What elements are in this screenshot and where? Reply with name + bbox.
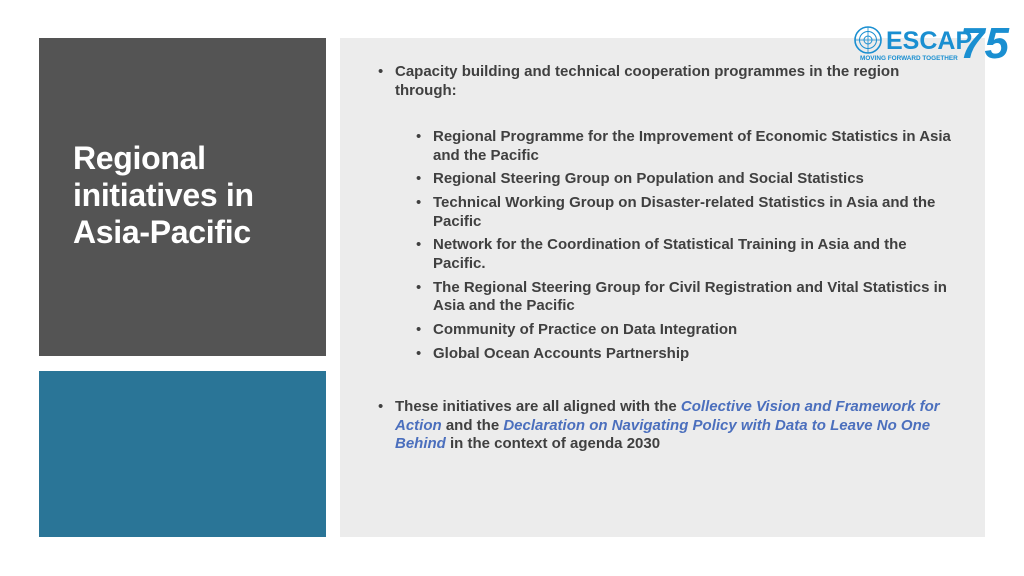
declaration-link[interactable]: Declaration on Navigating Policy with Data to Leave No One Behind <box>395 416 931 452</box>
closing-bullet <box>378 398 948 454</box>
list-item: • Network for the Coordination of Statistical Training in Asia and the Pacific. <box>416 236 956 273</box>
closing-text-1: These initiatives are all aligned with the <box>395 398 681 415</box>
logo-number: 75 <box>960 19 1009 68</box>
list-item: • Global Ocean Accounts Partnership <box>416 345 956 364</box>
slide-title: Regional initiatives in Asia-Pacific <box>73 140 254 250</box>
list-item: • Regional Programme for the Improvement of Economic Statistics in Asia and the Pacific <box>416 128 956 165</box>
logo-tagline: MOVING FORWARD TOGETHER <box>860 55 958 62</box>
decorative-teal-box <box>39 371 326 537</box>
closing-text-2: and the <box>441 416 504 434</box>
logo-graphic <box>852 18 1017 68</box>
logo-name: ESCAP <box>886 27 973 55</box>
closing-text-3: in the context of agenda 2030 <box>445 435 661 452</box>
content-panel <box>340 38 985 537</box>
escap-75-logo <box>852 18 1017 68</box>
title-box <box>39 38 326 356</box>
un-emblem-icon <box>855 27 881 53</box>
initiatives-list <box>416 128 956 369</box>
list-item: • Community of Practice on Data Integration <box>416 321 956 340</box>
intro-bullet: • Capacity building and technical cooperation programmes in the region through: <box>378 63 948 100</box>
list-item: • Technical Working Group on Disaster-related Statistics in Asia and the Pacific <box>416 194 956 231</box>
list-item: • The Regional Steering Group for Civil Registration and Vital Statistics in Asia and the Pacific <box>416 279 956 316</box>
collective-vision-link[interactable]: Collective Vision and Framework for Action <box>395 398 940 434</box>
list-item: • Regional Steering Group on Population and Social Statistics <box>416 170 956 189</box>
